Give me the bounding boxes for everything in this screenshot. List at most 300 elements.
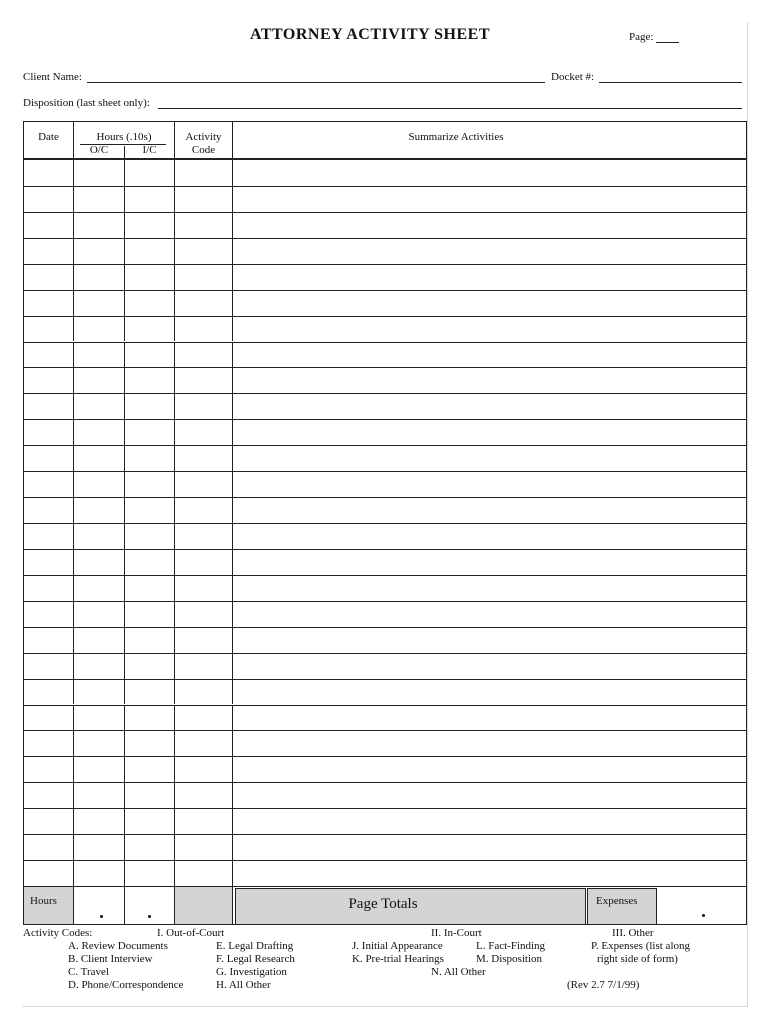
date-cell[interactable]	[24, 238, 73, 263]
summary-cell[interactable]	[233, 860, 746, 885]
summary-cell[interactable]	[233, 290, 746, 315]
activity-code-cell[interactable]	[175, 186, 232, 211]
disposition-field[interactable]	[158, 108, 742, 109]
col-divider	[73, 705, 74, 731]
activity-code-cell[interactable]	[175, 419, 232, 444]
row-divider	[23, 419, 747, 420]
oc-hours-cell[interactable]	[74, 367, 124, 392]
ic-hours-cell[interactable]	[125, 238, 174, 263]
page-edge	[747, 22, 748, 1007]
col-divider	[232, 316, 233, 342]
summary-cell[interactable]	[233, 497, 746, 522]
oc-hours-cell[interactable]	[74, 290, 124, 315]
code-j: J. Initial Appearance	[352, 940, 443, 952]
oc-total-field[interactable]	[100, 915, 103, 918]
date-cell[interactable]	[24, 471, 73, 496]
col-divider	[124, 316, 125, 342]
col-divider	[124, 445, 125, 471]
row-divider	[23, 264, 747, 265]
date-cell[interactable]	[24, 445, 73, 470]
activity-code-cell[interactable]	[175, 445, 232, 470]
summary-cell[interactable]	[233, 653, 746, 678]
oc-hours-cell[interactable]	[74, 705, 124, 730]
ic-hours-cell[interactable]	[125, 679, 174, 704]
client-name-label: Client Name:	[23, 71, 82, 83]
activity-code-cell[interactable]	[175, 834, 232, 859]
disposition-label: Disposition (last sheet only):	[23, 97, 150, 109]
oc-hours-cell[interactable]	[74, 756, 124, 781]
row-divider	[23, 575, 747, 576]
summary-cell[interactable]	[233, 523, 746, 548]
col-divider	[124, 653, 125, 679]
col-divider	[232, 471, 233, 497]
col-divider	[232, 886, 233, 924]
oc-hours-cell[interactable]	[74, 627, 124, 652]
date-cell[interactable]	[24, 575, 73, 600]
summary-cell[interactable]	[233, 238, 746, 263]
col-divider	[124, 808, 125, 834]
ic-hours-cell[interactable]	[125, 186, 174, 211]
col-divider	[124, 549, 125, 575]
col-divider	[124, 782, 125, 808]
activity-total-cell	[175, 887, 232, 924]
activity-code-cell[interactable]	[175, 316, 232, 341]
row-divider	[23, 756, 747, 757]
code-h: H. All Other	[216, 979, 271, 991]
row-divider	[23, 471, 747, 472]
row-divider	[23, 653, 747, 654]
date-cell[interactable]	[24, 808, 73, 833]
col-divider	[232, 705, 233, 731]
code-b: B. Client Interview	[68, 953, 153, 965]
activity-code-cell[interactable]	[175, 549, 232, 574]
summary-cell[interactable]	[233, 808, 746, 833]
col-divider	[124, 393, 125, 419]
ic-hours-cell[interactable]	[125, 419, 174, 444]
code-d: D. Phone/Correspondence	[68, 979, 184, 991]
col-divider	[174, 342, 175, 368]
ic-hours-cell[interactable]	[125, 601, 174, 626]
code-l: L. Fact-Finding	[476, 940, 546, 952]
activity-code-cell[interactable]	[175, 497, 232, 522]
docket-field[interactable]	[599, 82, 742, 83]
date-cell[interactable]	[24, 290, 73, 315]
col-divider	[124, 471, 125, 497]
summary-cell[interactable]	[233, 782, 746, 807]
date-cell[interactable]	[24, 601, 73, 626]
activity-code-cell[interactable]	[175, 679, 232, 704]
date-cell[interactable]	[24, 653, 73, 678]
col-divider	[124, 342, 125, 368]
col-divider	[124, 575, 125, 601]
col-divider	[232, 523, 233, 549]
col-divider	[232, 653, 233, 679]
row-divider	[23, 367, 747, 368]
activity-code-cell[interactable]	[175, 238, 232, 263]
col-divider	[232, 549, 233, 575]
activity-code-cell[interactable]	[175, 575, 232, 600]
oc-hours-cell[interactable]	[74, 186, 124, 211]
col-divider	[124, 523, 125, 549]
ic-hours-cell[interactable]	[125, 575, 174, 600]
activity-code-cell[interactable]	[175, 705, 232, 730]
ic-hours-cell[interactable]	[125, 497, 174, 522]
oc-hours-cell[interactable]	[74, 264, 124, 289]
col-divider	[73, 497, 74, 523]
col-divider	[124, 834, 125, 860]
oc-hours-cell[interactable]	[74, 782, 124, 807]
row-divider	[23, 601, 747, 602]
code-p-note: right side of form)	[597, 953, 678, 965]
col-divider	[124, 756, 125, 782]
col-divider	[124, 705, 125, 731]
row-divider	[23, 445, 747, 446]
summary-cell[interactable]	[233, 549, 746, 574]
activity-code-cell[interactable]	[175, 523, 232, 548]
summary-cell[interactable]	[233, 186, 746, 211]
row-divider	[23, 342, 747, 343]
col-divider	[174, 549, 175, 575]
col-header-oc: O/C	[89, 144, 109, 156]
col-divider	[174, 523, 175, 549]
summary-cell[interactable]	[233, 316, 746, 341]
date-cell[interactable]	[24, 730, 73, 755]
oc-hours-cell[interactable]	[74, 860, 124, 885]
col-header-summarize: Summarize Activities	[408, 131, 504, 143]
col-divider	[174, 730, 175, 756]
ic-hours-cell[interactable]	[125, 342, 174, 367]
col-divider	[73, 653, 74, 679]
col-divider	[174, 471, 175, 497]
oc-hours-cell[interactable]	[74, 419, 124, 444]
col-divider	[232, 212, 233, 238]
row-divider	[23, 834, 747, 835]
summary-cell[interactable]	[233, 834, 746, 859]
totals-hours-label: Hours	[30, 895, 57, 907]
page-number-label: Page:	[629, 31, 654, 43]
col-divider	[232, 445, 233, 471]
oc-hours-cell[interactable]	[74, 834, 124, 859]
date-cell[interactable]	[24, 627, 73, 652]
activity-code-cell[interactable]	[175, 367, 232, 392]
col-divider	[124, 186, 125, 212]
oc-hours-cell[interactable]	[74, 316, 124, 341]
oc-hours-cell[interactable]	[74, 601, 124, 626]
col-divider	[174, 860, 175, 886]
date-cell[interactable]	[24, 497, 73, 522]
summary-cell[interactable]	[233, 730, 746, 755]
col-divider	[73, 316, 74, 342]
col-divider	[124, 497, 125, 523]
group-out-of-court: I. Out-of-Court	[157, 927, 225, 939]
date-cell[interactable]	[24, 782, 73, 807]
ic-hours-cell[interactable]	[125, 523, 174, 548]
col-divider	[73, 238, 74, 264]
summary-cell[interactable]	[233, 601, 746, 626]
oc-hours-cell[interactable]	[74, 653, 124, 678]
ic-hours-cell[interactable]	[125, 471, 174, 496]
col-divider	[73, 264, 74, 290]
col-divider	[232, 238, 233, 264]
date-cell[interactable]	[24, 523, 73, 548]
summary-cell[interactable]	[233, 445, 746, 470]
col-divider	[232, 730, 233, 756]
col-divider	[174, 393, 175, 419]
col-divider	[73, 756, 74, 782]
summary-cell[interactable]	[233, 575, 746, 600]
col-divider	[174, 679, 175, 705]
col-divider	[73, 860, 74, 886]
date-cell[interactable]	[24, 393, 73, 418]
col-divider	[174, 290, 175, 316]
page-edge	[22, 1006, 748, 1007]
oc-hours-cell[interactable]	[74, 523, 124, 548]
col-header-hours: Hours (.10s)	[96, 131, 152, 143]
date-cell[interactable]	[24, 860, 73, 885]
date-cell[interactable]	[24, 756, 73, 781]
col-divider	[174, 445, 175, 471]
ic-hours-cell[interactable]	[125, 212, 174, 237]
row-divider	[23, 730, 747, 731]
date-cell[interactable]	[24, 264, 73, 289]
col-divider	[124, 860, 125, 886]
summary-cell[interactable]	[233, 212, 746, 237]
col-divider	[174, 705, 175, 731]
row-divider	[23, 290, 747, 291]
col-divider	[73, 212, 74, 238]
activity-code-cell[interactable]	[175, 808, 232, 833]
summary-cell[interactable]	[233, 471, 746, 496]
ic-hours-cell[interactable]	[125, 264, 174, 289]
col-divider	[73, 834, 74, 860]
ic-hours-cell[interactable]	[125, 367, 174, 392]
col-divider	[174, 264, 175, 290]
col-divider	[232, 575, 233, 601]
col-divider	[232, 497, 233, 523]
ic-hours-cell[interactable]	[125, 445, 174, 470]
col-divider	[174, 367, 175, 393]
col-divider	[232, 186, 233, 212]
ic-hours-cell[interactable]	[125, 160, 174, 185]
expenses-total-field[interactable]	[702, 914, 705, 917]
code-c: C. Travel	[68, 966, 109, 978]
activity-code-cell[interactable]	[175, 471, 232, 496]
date-cell[interactable]	[24, 212, 73, 237]
summary-cell[interactable]	[233, 705, 746, 730]
code-g: G. Investigation	[216, 966, 287, 978]
summary-cell[interactable]	[233, 393, 746, 418]
code-a: A. Review Documents	[68, 940, 168, 952]
ic-hours-cell[interactable]	[125, 290, 174, 315]
activity-code-cell[interactable]	[175, 290, 232, 315]
oc-hours-cell[interactable]	[74, 342, 124, 367]
ic-hours-cell[interactable]	[125, 653, 174, 678]
row-divider	[23, 782, 747, 783]
col-divider	[174, 238, 175, 264]
oc-hours-cell[interactable]	[74, 160, 124, 185]
page-number-field[interactable]	[656, 42, 679, 43]
code-m: M. Disposition	[476, 953, 543, 965]
summary-cell[interactable]	[233, 679, 746, 704]
col-divider	[73, 471, 74, 497]
col-divider	[174, 160, 175, 186]
oc-hours-cell[interactable]	[74, 471, 124, 496]
code-p: P. Expenses (list along	[591, 940, 690, 952]
activity-code-cell[interactable]	[175, 730, 232, 755]
col-divider	[174, 601, 175, 627]
page-title: ATTORNEY ACTIVITY SHEET	[249, 26, 490, 43]
date-cell[interactable]	[24, 367, 73, 392]
col-divider	[73, 601, 74, 627]
activity-code-cell[interactable]	[175, 782, 232, 807]
ic-hours-cell[interactable]	[125, 756, 174, 781]
date-cell[interactable]	[24, 160, 73, 185]
col-divider	[174, 316, 175, 342]
col-divider	[124, 238, 125, 264]
date-cell[interactable]	[24, 549, 73, 574]
col-divider	[174, 782, 175, 808]
code-f: F. Legal Research	[216, 953, 295, 965]
date-cell[interactable]	[24, 316, 73, 341]
col-divider	[174, 834, 175, 860]
col-divider	[73, 782, 74, 808]
col-divider	[73, 445, 74, 471]
row-divider	[23, 238, 747, 239]
activity-code-cell[interactable]	[175, 653, 232, 678]
col-divider	[174, 212, 175, 238]
ic-hours-cell[interactable]	[125, 549, 174, 574]
oc-hours-cell[interactable]	[74, 575, 124, 600]
col-divider	[124, 601, 125, 627]
row-divider	[23, 212, 747, 213]
date-cell[interactable]	[24, 342, 73, 367]
date-cell[interactable]	[24, 419, 73, 444]
summary-cell[interactable]	[233, 367, 746, 392]
col-divider	[232, 860, 233, 886]
row-divider	[23, 627, 747, 628]
ic-hours-cell[interactable]	[125, 782, 174, 807]
oc-hours-cell[interactable]	[74, 808, 124, 833]
col-divider	[232, 290, 233, 316]
row-divider	[23, 705, 747, 706]
date-cell[interactable]	[24, 705, 73, 730]
col-divider	[232, 627, 233, 653]
row-divider	[23, 316, 747, 317]
summary-cell[interactable]	[233, 627, 746, 652]
summary-cell[interactable]	[233, 160, 746, 185]
totals-divider	[23, 886, 747, 887]
col-divider	[124, 212, 125, 238]
oc-hours-cell[interactable]	[74, 679, 124, 704]
date-cell[interactable]	[24, 186, 73, 211]
col-divider	[232, 834, 233, 860]
col-divider	[73, 679, 74, 705]
summary-cell[interactable]	[233, 756, 746, 781]
ic-hours-cell[interactable]	[125, 627, 174, 652]
col-divider	[124, 290, 125, 316]
table-border-top	[23, 121, 747, 122]
summary-cell[interactable]	[233, 342, 746, 367]
summary-cell[interactable]	[233, 419, 746, 444]
client-name-field[interactable]	[87, 82, 545, 83]
activity-codes-label: Activity Codes:	[23, 927, 93, 939]
col-divider	[174, 808, 175, 834]
col-header-code: Code	[191, 144, 216, 156]
ic-hours-cell[interactable]	[125, 316, 174, 341]
ic-hours-cell[interactable]	[125, 730, 174, 755]
row-divider	[23, 497, 747, 498]
activity-code-cell[interactable]	[175, 601, 232, 626]
col-header-activity: Activity	[185, 131, 222, 143]
col-divider	[174, 419, 175, 445]
col-divider	[73, 419, 74, 445]
ic-hours-cell[interactable]	[125, 808, 174, 833]
group-in-court: II. In-Court	[431, 927, 482, 939]
activity-code-cell[interactable]	[175, 160, 232, 185]
ic-total-field[interactable]	[148, 915, 151, 918]
col-divider	[73, 575, 74, 601]
col-header-date: Date	[38, 131, 59, 143]
col-divider	[232, 419, 233, 445]
activity-code-cell[interactable]	[175, 342, 232, 367]
ic-hours-cell[interactable]	[125, 834, 174, 859]
row-divider	[23, 860, 747, 861]
oc-hours-cell[interactable]	[74, 445, 124, 470]
col-divider	[232, 601, 233, 627]
col-divider	[174, 653, 175, 679]
activity-code-cell[interactable]	[175, 393, 232, 418]
oc-hours-cell[interactable]	[74, 393, 124, 418]
activity-code-cell[interactable]	[175, 212, 232, 237]
col-divider	[73, 367, 74, 393]
ic-hours-cell[interactable]	[125, 705, 174, 730]
row-divider	[23, 523, 747, 524]
date-cell[interactable]	[24, 834, 73, 859]
page-totals-label: Page Totals	[348, 896, 418, 912]
oc-hours-cell[interactable]	[74, 549, 124, 574]
col-divider	[73, 886, 74, 924]
date-cell[interactable]	[24, 679, 73, 704]
col-divider	[174, 575, 175, 601]
activity-code-cell[interactable]	[175, 627, 232, 652]
col-divider	[232, 160, 233, 186]
row-divider	[23, 393, 747, 394]
row-divider	[23, 549, 747, 550]
col-divider	[232, 367, 233, 393]
col-divider	[124, 627, 125, 653]
activity-code-cell[interactable]	[175, 264, 232, 289]
col-divider	[73, 808, 74, 834]
code-e: E. Legal Drafting	[216, 940, 294, 952]
col-divider	[232, 393, 233, 419]
col-divider	[232, 264, 233, 290]
oc-hours-cell[interactable]	[74, 497, 124, 522]
oc-hours-cell[interactable]	[74, 730, 124, 755]
activity-code-cell[interactable]	[175, 756, 232, 781]
ic-hours-cell[interactable]	[125, 393, 174, 418]
col-divider	[73, 342, 74, 368]
summary-cell[interactable]	[233, 264, 746, 289]
ic-hours-cell[interactable]	[125, 860, 174, 885]
oc-hours-cell[interactable]	[74, 238, 124, 263]
col-divider	[73, 186, 74, 212]
oc-hours-cell[interactable]	[74, 212, 124, 237]
col-divider	[73, 523, 74, 549]
col-divider	[73, 730, 74, 756]
activity-code-cell[interactable]	[175, 860, 232, 885]
group-other: III. Other	[612, 927, 654, 939]
col-divider	[124, 679, 125, 705]
